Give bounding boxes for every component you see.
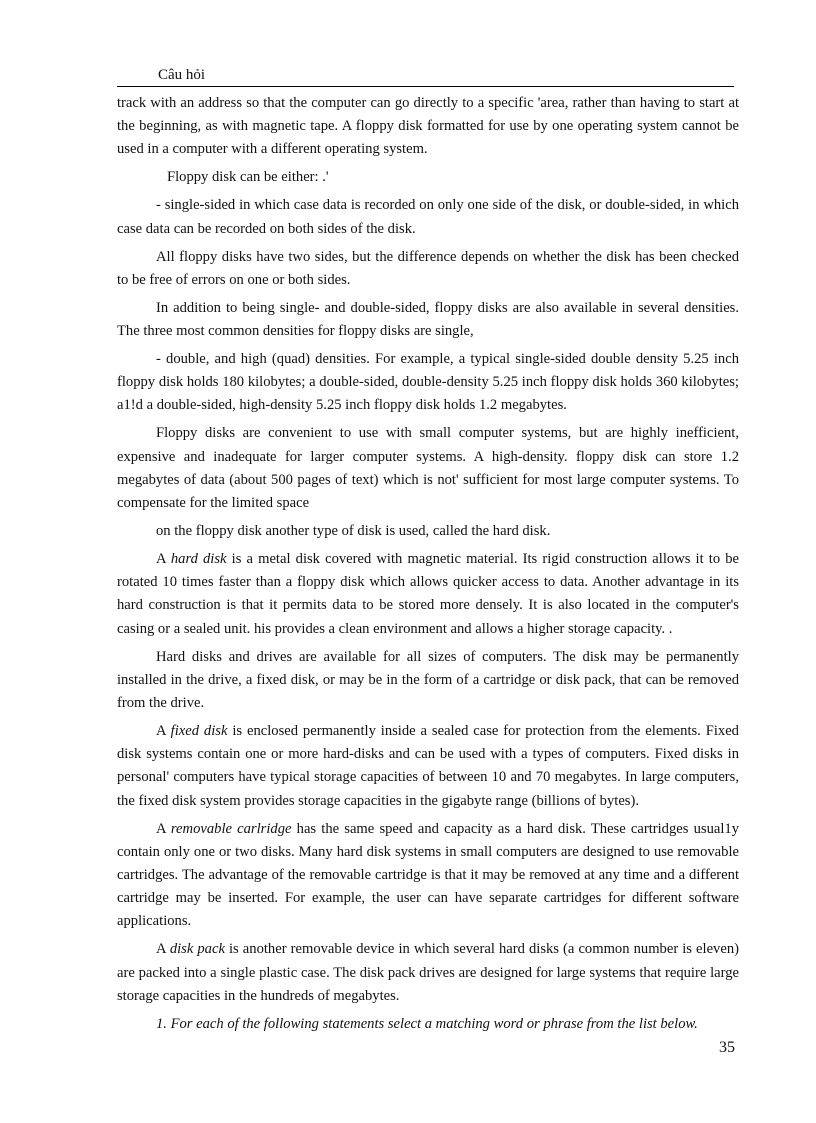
header-rule (117, 86, 734, 87)
paragraph-double-high: - double, and high (quad) densities. For example, a typical single-sided double density 5.25 inch floppy disk holds 180 kilobytes; a double-sided, double-density 5.25 inch floppy disk holds 360 kilobytes; a1!d a double-sided, high-density 5.25 inch floppy disk holds 1.2 megabytes. (117, 351, 739, 414)
paragraph-fixed-disk (117, 720, 739, 813)
paragraph-densities: In addition to being single- and double-sided, floppy disks are also available in several densities. The three most common densities for floppy disks are single, (117, 299, 739, 340)
exercise-instruction-text: 1. For each of the following statements select a matching word or phrase from the list below. (156, 1015, 698, 1032)
paragraph-floppy-either: Floppy disk can be either: .' (167, 169, 329, 186)
body-text (117, 92, 739, 1036)
paragraph-hard-disks-drives: Hard disks and drives are available for all sizes of computers. The disk may be permanently installed in the drive, a fixed disk, or may be in the form of a cartridge or disk pack, that can be removed from the drive. (117, 648, 739, 712)
hard-disk-post: is a metal disk covered with magnetic material. Its rigid construction allows it to be rotated 10 times faster than a floppy disk which allows quicker access to data. Another advantage in its hard construction is that it permits data to be stored more densely. It is also located in the computer's casing or a sealed unit. his provides a clean environment and allows a higher storage capacity. . (117, 551, 740, 637)
term-fixed-disk: fixed disk (170, 723, 228, 740)
paragraph-disk-pack (117, 938, 739, 1008)
paragraph-hard-disk (117, 548, 739, 641)
disk-pack-post: is another removable device in which several hard disks (a common number is eleven) are packed into a single plastic case. The disk pack drives are designed for large systems that require large storage capacities in the hundreds of megabytes. (117, 941, 739, 1004)
paragraph-hard-disk-intro: on the floppy disk another type of disk is used, called the hard disk. (156, 523, 551, 540)
removable-cartridge-pre: A (156, 820, 171, 837)
removable-cartridge-post: has the same speed and capacity as a hard disk. These cartridges usual1y contain only one or two disks. Many hard disk systems in small computers are designed to use removable cartridges. The advantage of the removable cartridge is that it may be removed at any time and a different cartridge may be inserted. For example, the user can have separate cartridges for different software applications. (117, 820, 739, 930)
paragraph-track-address: track with an address so that the computer can go directly to a specific 'area, rather than having to start at the beginning, as with magnetic tape. A floppy disk formatted for use by one operating system cannot be used in a computer with a different operating system. (117, 95, 739, 158)
paragraph-two-sides: All floppy disks have two sides, but the difference depends on whether the disk has been checked to be free of errors on one or both sides. (117, 248, 739, 288)
fixed-disk-pre: A (156, 723, 171, 740)
hard-disk-pre: A (156, 551, 171, 568)
page-number: 35 (719, 1039, 735, 1056)
disk-pack-pre: A (156, 941, 170, 958)
exercise-instruction (117, 1013, 739, 1036)
paragraph-floppy-convenient: Floppy disks are convenient to use with small computer systems, but are highly inefficient, expensive and inadequate for larger computer systems. A high-density. floppy disk can store 1.2 megabytes of data (about 500 pages of text) which is not' sufficient for most large computer systems. To compensate for the limited space (117, 425, 739, 512)
term-hard-disk: hard disk (170, 551, 227, 568)
term-removable-cartridge: removable carlridge (170, 820, 292, 837)
header-title: Câu hỏi (158, 67, 206, 83)
fixed-disk-post: is enclosed permanently inside a sealed case for protection from the elements. Fixed disk systems contain one or more hard-disks and can be used with a types of computers. Fixed disks in personal' computers have typical storage capacities of between 10 and 70 megabytes. In large computers, the fixed disk system provides storage capacities in the gigabyte range (billions of bytes). (117, 723, 739, 809)
paragraph-single-sided: - single-sided in which case data is recorded on only one side of the disk, or double-sided, in which case data can be recorded on both sides of the disk. (117, 197, 739, 237)
paragraph-removable-cartridge (117, 818, 739, 934)
page-header (117, 66, 734, 87)
term-disk-pack: disk pack (169, 941, 225, 958)
